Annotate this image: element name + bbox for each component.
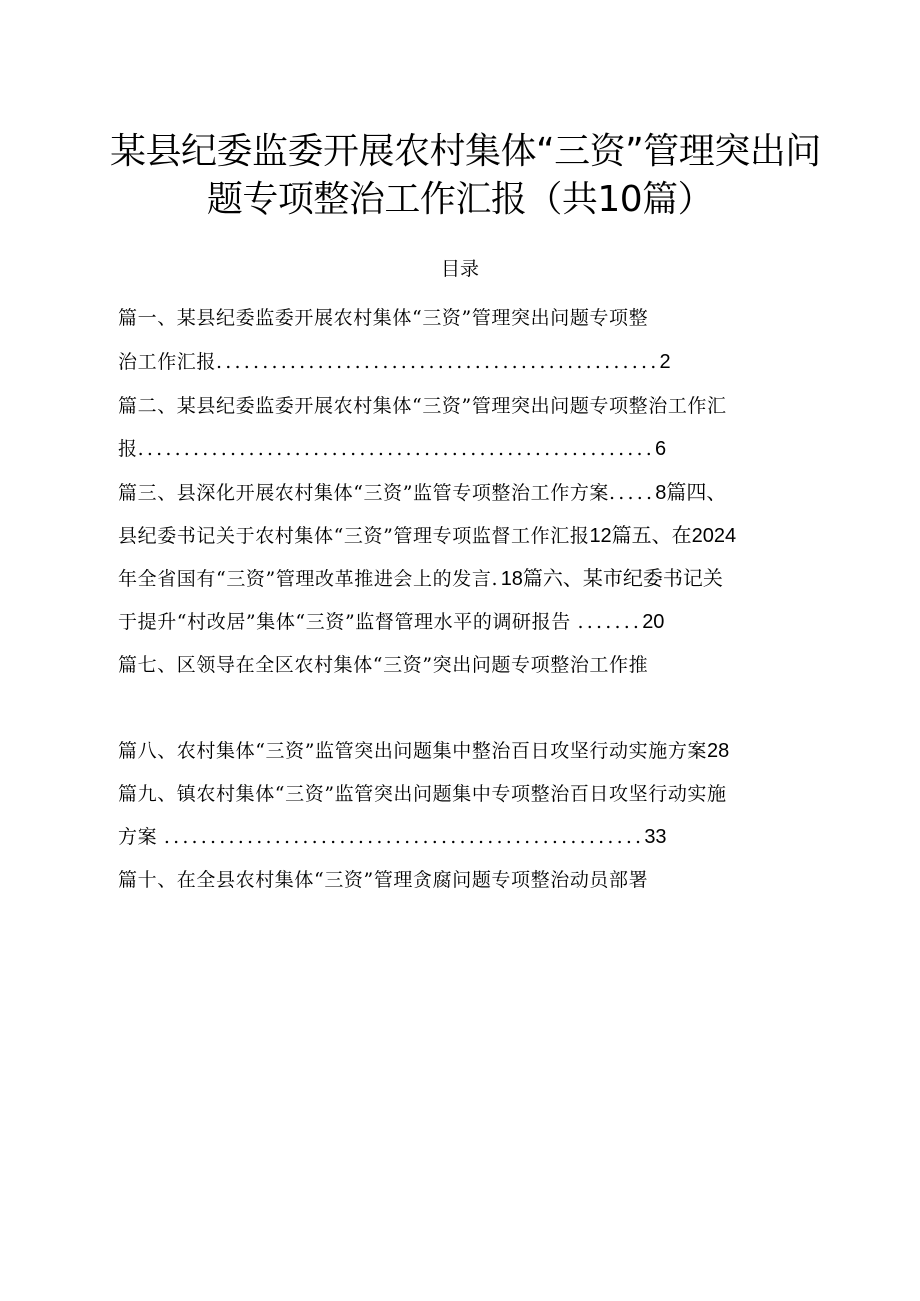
toc-line-12[interactable] — [118, 821, 858, 853]
toc-line-7[interactable] — [118, 563, 858, 595]
toc-heading: 目录 — [440, 258, 479, 280]
toc-line-5[interactable] — [118, 477, 858, 509]
toc-line-text: 篇一、某县纪委监委开展农村集体“三资”管理突出问题专项整 — [118, 307, 649, 329]
toc-line-8[interactable] — [118, 606, 858, 638]
toc-line-11[interactable] — [118, 778, 858, 810]
toc-line-dots: ................................................ — [216, 351, 660, 373]
toc-line-page: 20 — [642, 611, 665, 633]
document-title-line-2: 题专项整治工作汇报（共10篇） — [206, 179, 714, 220]
toc-line-text: 年全省国有“三资”管理改革推进会上的发言 — [118, 568, 492, 590]
toc-line-text: 篇九、镇农村集体“三资”监管突出问题集中专项整治百日攻坚行动实施 — [118, 783, 727, 805]
toc-line-page: 28 — [707, 740, 730, 762]
toc-line-1[interactable] — [118, 302, 858, 334]
toc-line-text: 县纪委书记关于农村集体“三资”管理专项监督工作汇报 — [118, 525, 590, 547]
toc-line-13[interactable] — [118, 864, 858, 896]
toc-line-text: 治工作汇报 — [118, 351, 217, 373]
toc-line-page: 18篇六、某市纪委书记关 — [500, 568, 723, 590]
toc-line-4[interactable] — [118, 433, 858, 465]
toc-line-page: 2 — [659, 351, 671, 373]
toc-line-page: 8篇四、 — [655, 482, 727, 504]
toc-line-dots: ..... — [609, 482, 656, 504]
toc-line-2[interactable] — [118, 346, 858, 378]
toc-line-text: 方案 — [118, 826, 164, 848]
toc-line-page: 33 — [644, 826, 667, 848]
document-title-line-1: 某县纪委监委开展农村集体“三资”管理突出问 — [110, 131, 821, 172]
toc-line-text: 于提升“村改居”集体“三资”监督管理水平的调研报告 — [118, 611, 578, 633]
toc-line-text: 报 — [118, 438, 138, 460]
toc-line-text: 篇七、区领导在全区农村集体“三资”突出问题专项整治工作推 — [118, 654, 649, 676]
toc-line-text: 篇八、农村集体“三资”监管突出问题集中整治百日攻坚行动实施方案 — [118, 740, 708, 762]
toc-line-dots: . — [491, 568, 501, 590]
toc-line-text: 篇三、县深化开展农村集体“三资”监管专项整治工作方案 — [118, 482, 610, 504]
toc-line-page: 12篇五、在2024 — [589, 525, 737, 547]
toc-line-10[interactable] — [118, 735, 858, 767]
toc-line-dots: .................................................... — [163, 826, 645, 848]
toc-line-text: 篇二、某县纪委监委开展农村集体“三资”管理突出问题专项整治工作汇 — [118, 395, 727, 417]
toc-line-3[interactable] — [118, 390, 858, 422]
toc-line-page: 6 — [655, 438, 667, 460]
toc-line-text: 篇十、在全县农村集体“三资”管理贪腐问题专项整治动员部署 — [118, 869, 649, 891]
toc-line-6[interactable] — [118, 520, 858, 552]
toc-line-9[interactable] — [118, 649, 858, 681]
toc-line-dots: ....... — [577, 611, 643, 633]
toc-line-dots: ........................................................ — [137, 438, 656, 460]
